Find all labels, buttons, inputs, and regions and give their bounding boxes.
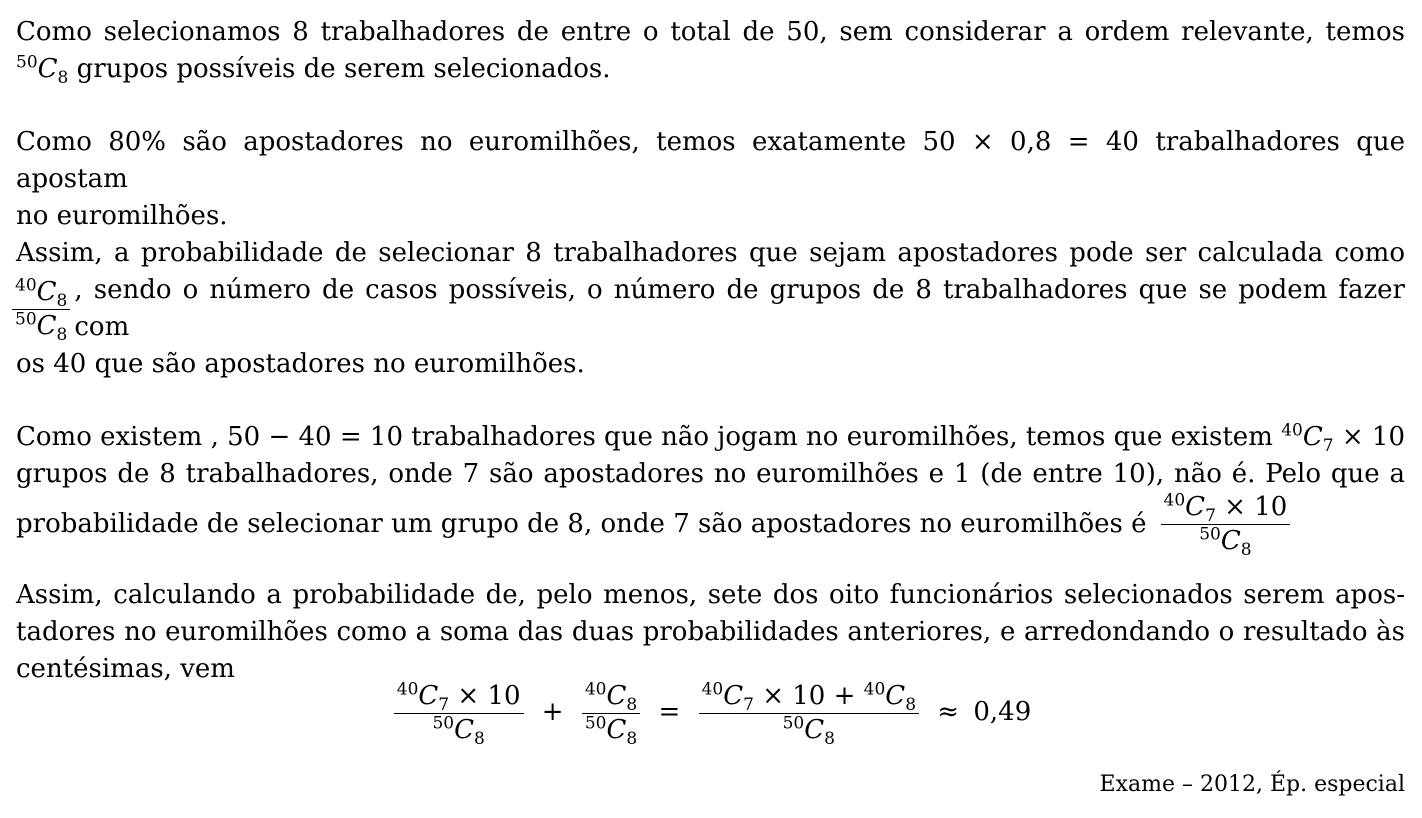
display-equation bbox=[16, 679, 1405, 749]
paragraph-1-text-a: Como selecionamos 8 trabalhadores de entre o total de 50, sem considerar a ordem relevante, temos bbox=[16, 17, 1405, 47]
spacer bbox=[16, 88, 1405, 124]
approx-sign: ≈ bbox=[937, 697, 960, 728]
eq-fraction-2: $\frac{^{40}C_8}{^{50}C_8}$ bbox=[582, 682, 640, 744]
paragraph-2-line-3: Assim, a probabilidade de selecionar 8 trabalhadores que sejam apostadores pode ser calculada como bbox=[16, 238, 1405, 268]
eq-fraction-1: $\frac{^{40}C_7 \times 10}{^{50}C_8}$ bbox=[394, 682, 524, 744]
paragraph-3-line-1: Como existem , 50 − 40 = 10 trabalhadores que não jogam no euromilhões, temos que existem bbox=[16, 422, 1273, 452]
plus-sign: + bbox=[541, 697, 564, 728]
math-40c7-times-10: $^{40}C_7 \times 10$ bbox=[1281, 420, 1405, 456]
paragraph-3-line-1-row bbox=[16, 419, 1405, 456]
eq-fraction-3: $\frac{^{40}C_7 \times 10 + ^{40}C_8}{^{50}C_8}$ bbox=[699, 682, 919, 744]
math-combination-50-8: $^{50}C_8$ bbox=[16, 52, 69, 88]
paragraph-3-line-3-row bbox=[16, 490, 1405, 560]
paragraph-2-fraction-row bbox=[12, 272, 1405, 346]
paragraph-2 bbox=[16, 124, 1405, 383]
source-citation: Exame – 2012, Ép. especial bbox=[1099, 772, 1405, 797]
paragraph-4-line-1: Assim, calculando a probabilidade de, pelo menos, sete dos oito funcionários selecionados serem apos- bbox=[16, 580, 1405, 611]
spacer bbox=[16, 383, 1405, 419]
paragraph-1-text-b: grupos possíveis de serem selecionados. bbox=[76, 54, 611, 84]
paragraph-2-line-5: os 40 que são apostadores no euromilhões. bbox=[16, 349, 585, 379]
paragraph-2-line-1: Como 80% são apostadores no euromilhões, temos exatamente 50 × 0,8 = 40 trabalhadores que apostam bbox=[16, 127, 1405, 194]
paragraph-4-line-2: tadores no euromilhões como a soma das duas probabilidades anteriores, e arredondando o resultado às bbox=[16, 617, 1405, 648]
paragraph-2-line-4: , sendo o número de casos possíveis, o número de grupos de 8 trabalhadores que se podem fazer com bbox=[74, 275, 1405, 342]
paragraph-4-line-3: centésimas, vem bbox=[16, 654, 235, 685]
paragraph-1 bbox=[16, 14, 1405, 88]
result-value: 0,49 bbox=[973, 697, 1032, 728]
paragraph-3-line-2: grupos de 8 trabalhadores, onde 7 são apostadores no euromilhões e 1 (de entre 10), não é. Pelo que a bbox=[16, 459, 1405, 489]
spacer bbox=[16, 555, 1405, 577]
paragraph-3 bbox=[16, 419, 1405, 560]
fraction-40c8-over-50c8: $\frac{^{40}C_8}{^{50}C_8}$ bbox=[12, 278, 70, 340]
document-body bbox=[15, 14, 1405, 749]
fraction-40c7x10-over-50c8: $\frac{^{40}C_7 \times 10}{^{50}C_8}$ bbox=[1161, 493, 1291, 555]
paragraph-4 bbox=[16, 577, 1405, 688]
paragraph-3-line-3: probabilidade de selecionar um grupo de 8, onde 7 são apostadores no euromilhões é bbox=[16, 508, 1147, 539]
equals-sign: = bbox=[658, 697, 681, 728]
paragraph-2-line-2: no euromilhões. bbox=[16, 201, 228, 231]
